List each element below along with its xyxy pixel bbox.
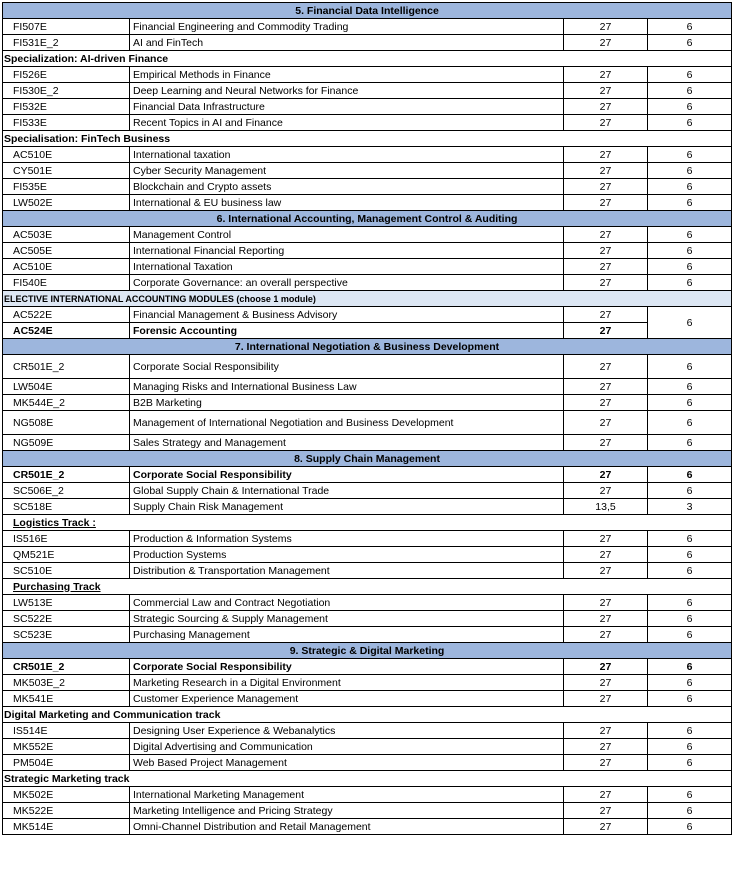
course-name: Global Supply Chain & International Trade (130, 483, 564, 499)
section-header (3, 3, 732, 19)
course-hours: 27 (564, 115, 648, 131)
table-row (3, 355, 732, 379)
course-code: PM504E (3, 755, 130, 771)
table-row (3, 499, 732, 515)
course-name: Forensic Accounting (130, 323, 564, 339)
table-row (3, 83, 732, 99)
table-row (3, 227, 732, 243)
course-code: MK544E_2 (3, 395, 130, 411)
table-row (3, 723, 732, 739)
course-name: Managing Risks and International Business Law (130, 379, 564, 395)
course-name: Customer Experience Management (130, 691, 564, 707)
course-ects: 6 (648, 691, 732, 707)
table-row (3, 259, 732, 275)
course-ects: 6 (648, 307, 732, 339)
course-ects: 6 (648, 659, 732, 675)
course-ects: 6 (648, 611, 732, 627)
course-ects: 6 (648, 435, 732, 451)
course-name: Marketing Intelligence and Pricing Strategy (130, 803, 564, 819)
course-code: IS514E (3, 723, 130, 739)
course-code: FI532E (3, 99, 130, 115)
course-ects: 6 (648, 531, 732, 547)
course-code: LW502E (3, 195, 130, 211)
course-hours: 27 (564, 323, 648, 339)
course-hours: 27 (564, 307, 648, 323)
course-name: Corporate Social Responsibility (130, 355, 564, 379)
course-hours: 27 (564, 435, 648, 451)
track-header (3, 579, 732, 595)
course-code: CR501E_2 (3, 355, 130, 379)
track-title: Logistics Track : (3, 515, 732, 531)
section-header (3, 211, 732, 227)
course-hours: 27 (564, 35, 648, 51)
course-name: Financial Engineering and Commodity Trading (130, 19, 564, 35)
course-code: SC518E (3, 499, 130, 515)
course-hours: 27 (564, 275, 648, 291)
course-hours: 27 (564, 195, 648, 211)
course-hours: 27 (564, 611, 648, 627)
course-name: Purchasing Management (130, 627, 564, 643)
course-name: Sales Strategy and Management (130, 435, 564, 451)
course-name: AI and FinTech (130, 35, 564, 51)
course-ects: 6 (648, 99, 732, 115)
track-title: Specialisation: FinTech Business (3, 131, 732, 147)
table-row (3, 379, 732, 395)
course-name: Corporate Governance: an overall perspective (130, 275, 564, 291)
track-title: Strategic Marketing track (3, 771, 732, 787)
course-hours: 27 (564, 467, 648, 483)
course-ects: 6 (648, 179, 732, 195)
course-name: Supply Chain Risk Management (130, 499, 564, 515)
table-row (3, 531, 732, 547)
course-ects: 6 (648, 67, 732, 83)
course-code: CR501E_2 (3, 659, 130, 675)
course-name: Financial Data Infrastructure (130, 99, 564, 115)
course-ects: 6 (648, 411, 732, 435)
course-name: International taxation (130, 147, 564, 163)
course-name: International Marketing Management (130, 787, 564, 803)
course-code: SC510E (3, 563, 130, 579)
table-row (3, 323, 732, 339)
course-hours: 13,5 (564, 499, 648, 515)
course-ects: 6 (648, 739, 732, 755)
course-hours: 27 (564, 259, 648, 275)
table-row (3, 467, 732, 483)
track-title: ELECTIVE INTERNATIONAL ACCOUNTING MODULES (choose 1 module) (3, 291, 732, 307)
table-row (3, 275, 732, 291)
course-hours: 27 (564, 19, 648, 35)
course-name: International & EU business law (130, 195, 564, 211)
course-code: AC524E (3, 323, 130, 339)
course-hours: 27 (564, 723, 648, 739)
course-ects: 6 (648, 483, 732, 499)
course-ects: 6 (648, 819, 732, 835)
course-hours: 27 (564, 675, 648, 691)
course-code: FI530E_2 (3, 83, 130, 99)
course-hours: 27 (564, 179, 648, 195)
course-code: AC510E (3, 147, 130, 163)
section-header (3, 339, 732, 355)
course-code: CY501E (3, 163, 130, 179)
course-name: Financial Management & Business Advisory (130, 307, 564, 323)
course-hours: 27 (564, 819, 648, 835)
course-code: MK514E (3, 819, 130, 835)
table-row (3, 611, 732, 627)
course-hours: 27 (564, 227, 648, 243)
course-ects: 6 (648, 595, 732, 611)
course-ects: 6 (648, 227, 732, 243)
course-ects: 6 (648, 563, 732, 579)
course-code: CR501E_2 (3, 467, 130, 483)
course-ects: 6 (648, 163, 732, 179)
course-ects: 6 (648, 275, 732, 291)
course-code: FI533E (3, 115, 130, 131)
course-name: Corporate Social Responsibility (130, 659, 564, 675)
course-ects: 6 (648, 243, 732, 259)
section-title: 8. Supply Chain Management (3, 451, 732, 467)
course-name: Commercial Law and Contract Negotiation (130, 595, 564, 611)
table-row (3, 99, 732, 115)
table-row (3, 483, 732, 499)
course-name: Recent Topics in AI and Finance (130, 115, 564, 131)
track-title: Digital Marketing and Communication track (3, 707, 732, 723)
course-name: Production Systems (130, 547, 564, 563)
course-name: Corporate Social Responsibility (130, 467, 564, 483)
course-code: SC522E (3, 611, 130, 627)
elective-header (3, 291, 732, 307)
course-hours: 27 (564, 99, 648, 115)
course-name: Blockchain and Crypto assets (130, 179, 564, 195)
course-ects: 6 (648, 787, 732, 803)
course-hours: 27 (564, 627, 648, 643)
course-name: Production & Information Systems (130, 531, 564, 547)
course-hours: 27 (564, 563, 648, 579)
course-hours: 27 (564, 163, 648, 179)
course-hours: 27 (564, 595, 648, 611)
track-header (3, 515, 732, 531)
course-hours: 27 (564, 395, 648, 411)
course-table (2, 2, 732, 835)
table-row (3, 691, 732, 707)
track-title: Purchasing Track (3, 579, 732, 595)
course-hours: 27 (564, 483, 648, 499)
track-header (3, 51, 732, 67)
course-hours: 27 (564, 531, 648, 547)
table-row (3, 243, 732, 259)
track-header (3, 131, 732, 147)
table-row (3, 411, 732, 435)
course-ects: 6 (648, 115, 732, 131)
course-ects: 6 (648, 35, 732, 51)
table-row (3, 563, 732, 579)
course-code: MK503E_2 (3, 675, 130, 691)
course-name: Digital Advertising and Communication (130, 739, 564, 755)
course-ects: 6 (648, 355, 732, 379)
section-header (3, 643, 732, 659)
course-ects: 6 (648, 19, 732, 35)
course-code: AC505E (3, 243, 130, 259)
section-title: 7. International Negotiation & Business Development (3, 339, 732, 355)
section-title: 6. International Accounting, Management Control & Auditing (3, 211, 732, 227)
course-name: Distribution & Transportation Management (130, 563, 564, 579)
course-code: MK552E (3, 739, 130, 755)
table-row (3, 803, 732, 819)
table-row (3, 147, 732, 163)
course-code: LW513E (3, 595, 130, 611)
table-row (3, 787, 732, 803)
course-code: MK502E (3, 787, 130, 803)
section-header (3, 451, 732, 467)
course-code: MK522E (3, 803, 130, 819)
course-ects: 6 (648, 803, 732, 819)
course-ects: 6 (648, 395, 732, 411)
course-name: B2B Marketing (130, 395, 564, 411)
table-row (3, 435, 732, 451)
table-row (3, 67, 732, 83)
course-code: FI535E (3, 179, 130, 195)
course-hours: 27 (564, 803, 648, 819)
course-ects: 6 (648, 147, 732, 163)
course-name: Web Based Project Management (130, 755, 564, 771)
table-row (3, 179, 732, 195)
course-name: Deep Learning and Neural Networks for Finance (130, 83, 564, 99)
table-row (3, 307, 732, 323)
course-ects: 3 (648, 499, 732, 515)
course-hours: 27 (564, 355, 648, 379)
table-row (3, 659, 732, 675)
table-row (3, 395, 732, 411)
course-code: LW504E (3, 379, 130, 395)
course-code: IS516E (3, 531, 130, 547)
course-code: FI540E (3, 275, 130, 291)
course-code: MK541E (3, 691, 130, 707)
course-code: QM521E (3, 547, 130, 563)
course-ects: 6 (648, 195, 732, 211)
course-ects: 6 (648, 379, 732, 395)
course-name: International Taxation (130, 259, 564, 275)
course-name: Management of International Negotiation and Business Development (130, 411, 564, 435)
table-row (3, 115, 732, 131)
table-row (3, 739, 732, 755)
table-row (3, 19, 732, 35)
course-code: AC522E (3, 307, 130, 323)
course-code: AC503E (3, 227, 130, 243)
course-name: Omni-Channel Distribution and Retail Management (130, 819, 564, 835)
course-ects: 6 (648, 259, 732, 275)
course-hours: 27 (564, 243, 648, 259)
course-ects: 6 (648, 547, 732, 563)
course-name: Strategic Sourcing & Supply Management (130, 611, 564, 627)
course-code: AC510E (3, 259, 130, 275)
course-hours: 27 (564, 787, 648, 803)
course-hours: 27 (564, 755, 648, 771)
course-ects: 6 (648, 675, 732, 691)
table-row (3, 195, 732, 211)
course-name: Marketing Research in a Digital Environment (130, 675, 564, 691)
course-code: SC523E (3, 627, 130, 643)
course-hours: 27 (564, 379, 648, 395)
course-hours: 27 (564, 739, 648, 755)
course-name: Management Control (130, 227, 564, 243)
course-hours: 27 (564, 411, 648, 435)
course-ects: 6 (648, 755, 732, 771)
course-ects: 6 (648, 467, 732, 483)
track-header (3, 707, 732, 723)
table-row (3, 35, 732, 51)
course-code: NG508E (3, 411, 130, 435)
course-hours: 27 (564, 691, 648, 707)
table-row (3, 675, 732, 691)
course-hours: 27 (564, 659, 648, 675)
course-code: FI507E (3, 19, 130, 35)
table-row (3, 163, 732, 179)
course-name: Empirical Methods in Finance (130, 67, 564, 83)
course-ects: 6 (648, 83, 732, 99)
course-code: FI531E_2 (3, 35, 130, 51)
course-ects: 6 (648, 723, 732, 739)
track-header (3, 771, 732, 787)
course-hours: 27 (564, 147, 648, 163)
table-row (3, 819, 732, 835)
course-name: Cyber Security Management (130, 163, 564, 179)
course-hours: 27 (564, 547, 648, 563)
course-name: International Financial Reporting (130, 243, 564, 259)
course-code: FI526E (3, 67, 130, 83)
table-row (3, 595, 732, 611)
table-row (3, 627, 732, 643)
course-name: Designing User Experience & Webanalytics (130, 723, 564, 739)
track-title: Specialization: AI-driven Finance (3, 51, 732, 67)
course-hours: 27 (564, 67, 648, 83)
course-code: NG509E (3, 435, 130, 451)
course-code: SC506E_2 (3, 483, 130, 499)
table-row (3, 547, 732, 563)
course-ects: 6 (648, 627, 732, 643)
table-row (3, 755, 732, 771)
section-title: 9. Strategic & Digital Marketing (3, 643, 732, 659)
course-hours: 27 (564, 83, 648, 99)
section-title: 5. Financial Data Intelligence (3, 3, 732, 19)
